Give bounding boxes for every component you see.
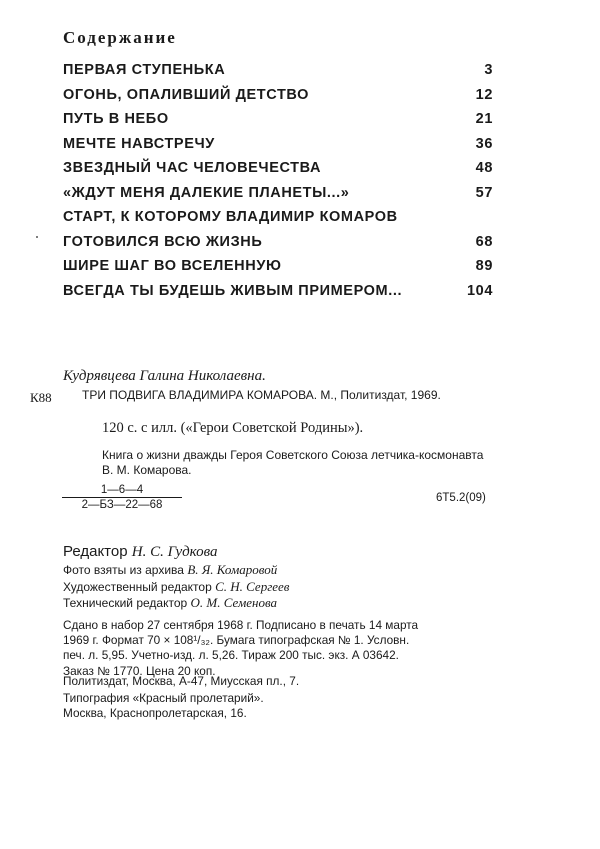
catalog-bibliographic-line: ТРИ ПОДВИГА ВЛАДИМИРА КОМАРОВА. М., Политиздат, 1969.	[82, 388, 441, 402]
catalog-classification: 6Т5.2(09)	[436, 492, 486, 504]
credits-block	[63, 562, 503, 612]
catalog-code: К88	[30, 390, 52, 405]
toc-entry	[63, 209, 493, 234]
toc-entry-page: 48	[475, 160, 493, 176]
imprint-block	[63, 618, 503, 679]
toc-entry	[63, 87, 493, 112]
imprint-line: Сдано в набор 27 сентября 1968 г. Подписано в печать 14 марта	[63, 618, 419, 632]
toc-entry	[63, 62, 493, 87]
imprint-line: печ. л. 5,95. Учетно-изд. л. 5,26. Тираж 200 тыс. экз. А 03642.	[63, 648, 399, 663]
toc-entry-page: 36	[475, 135, 493, 152]
editor-label: Редактор	[63, 543, 128, 560]
editor-line	[63, 543, 218, 561]
toc-entry-title: «ЖДУТ МЕНЯ ДАЛЕКИЕ ПЛАНЕТЫ...»	[63, 184, 350, 201]
toc-entry	[63, 185, 493, 210]
toc-entry-title: СТАРТ, К КОТОРОМУ ВЛАДИМИР КОМАРОВ	[63, 209, 398, 225]
toc-entry	[63, 234, 493, 259]
printer-name: Типография «Красный пролетарий».	[63, 691, 264, 705]
publisher-address: Политиздат, Москва, А-47, Миусская пл., 7.	[63, 674, 300, 688]
table-of-contents	[63, 62, 493, 307]
imprint-line: 1969 г. Формат 70 × 108¹/₃₂. Бумага типографская № 1. Условн.	[63, 633, 410, 648]
index-numerator: 1—6—4	[62, 484, 182, 498]
toc-entry	[63, 283, 493, 308]
printer-block	[63, 691, 503, 721]
tech-editor	[63, 595, 503, 612]
toc-entry-page: 21	[475, 111, 493, 127]
page-speck	[36, 236, 38, 238]
art-editor-name: С. Н. Сергеев	[215, 578, 290, 594]
toc-entry	[63, 136, 493, 161]
toc-entry	[63, 258, 493, 283]
tech-editor-name: О. М. Семенова	[190, 595, 278, 610]
toc-entry-title: МЕЧТЕ НАВСТРЕЧУ	[63, 135, 215, 152]
toc-entry-page: 3	[484, 62, 493, 78]
toc-entry-title: ШИРЕ ШАГ ВО ВСЕЛЕННУЮ	[63, 258, 282, 274]
toc-entry-page: 104	[467, 282, 493, 299]
toc-entry-page: 12	[475, 86, 493, 103]
art-editor	[63, 579, 503, 596]
toc-entry	[63, 160, 493, 185]
toc-entry-page: 68	[475, 233, 493, 250]
photo-credit-label: Фото взяты из архива	[63, 563, 184, 577]
toc-entry-title: ПУТЬ В НЕБО	[63, 111, 169, 127]
toc-entry	[63, 111, 493, 136]
toc-entry-title: ЗВЕЗДНЫЙ ЧАС ЧЕЛОВЕЧЕСТВА	[63, 160, 322, 176]
toc-entry-title: ГОТОВИЛСЯ ВСЮ ЖИЗНЬ	[63, 233, 263, 250]
catalog-index-fraction	[62, 484, 182, 511]
toc-entry-page: 57	[475, 184, 493, 201]
catalog-annotation: Книга о жизни дважды Героя Советского Союза летчика-космонавта В. М. Комарова.	[102, 448, 484, 477]
toc-entry-title: ВСЕГДА ТЫ БУДЕШЬ ЖИВЫМ ПРИМЕРОМ...	[63, 282, 403, 299]
photo-credit	[63, 562, 503, 579]
toc-heading: Содержание	[63, 28, 177, 47]
tech-editor-label: Технический редактор	[63, 596, 188, 610]
toc-entry-title: ПЕРВАЯ СТУПЕНЬКА	[63, 62, 226, 78]
editor-name: Н. С. Гудкова	[131, 544, 218, 560]
toc-entry-title: ОГОНЬ, ОПАЛИВШИЙ ДЕТСТВО	[63, 86, 310, 103]
art-editor-label: Художественный редактор	[63, 579, 212, 594]
toc-entry-page: 89	[475, 258, 493, 274]
catalog-pagination-line: 120 с. с илл. («Герои Советской Родины»).	[102, 420, 364, 436]
imprint-line: Заказ № 1770. Цена 20 коп.	[63, 663, 216, 678]
catalog-author: Кудрявцева Галина Николаевна.	[63, 368, 266, 384]
index-denominator: 2—БЗ—22—68	[81, 499, 163, 511]
printer-address: Москва, Краснопролетарская, 16.	[63, 706, 247, 721]
photo-credit-name: В. Я. Комаровой	[187, 562, 278, 577]
